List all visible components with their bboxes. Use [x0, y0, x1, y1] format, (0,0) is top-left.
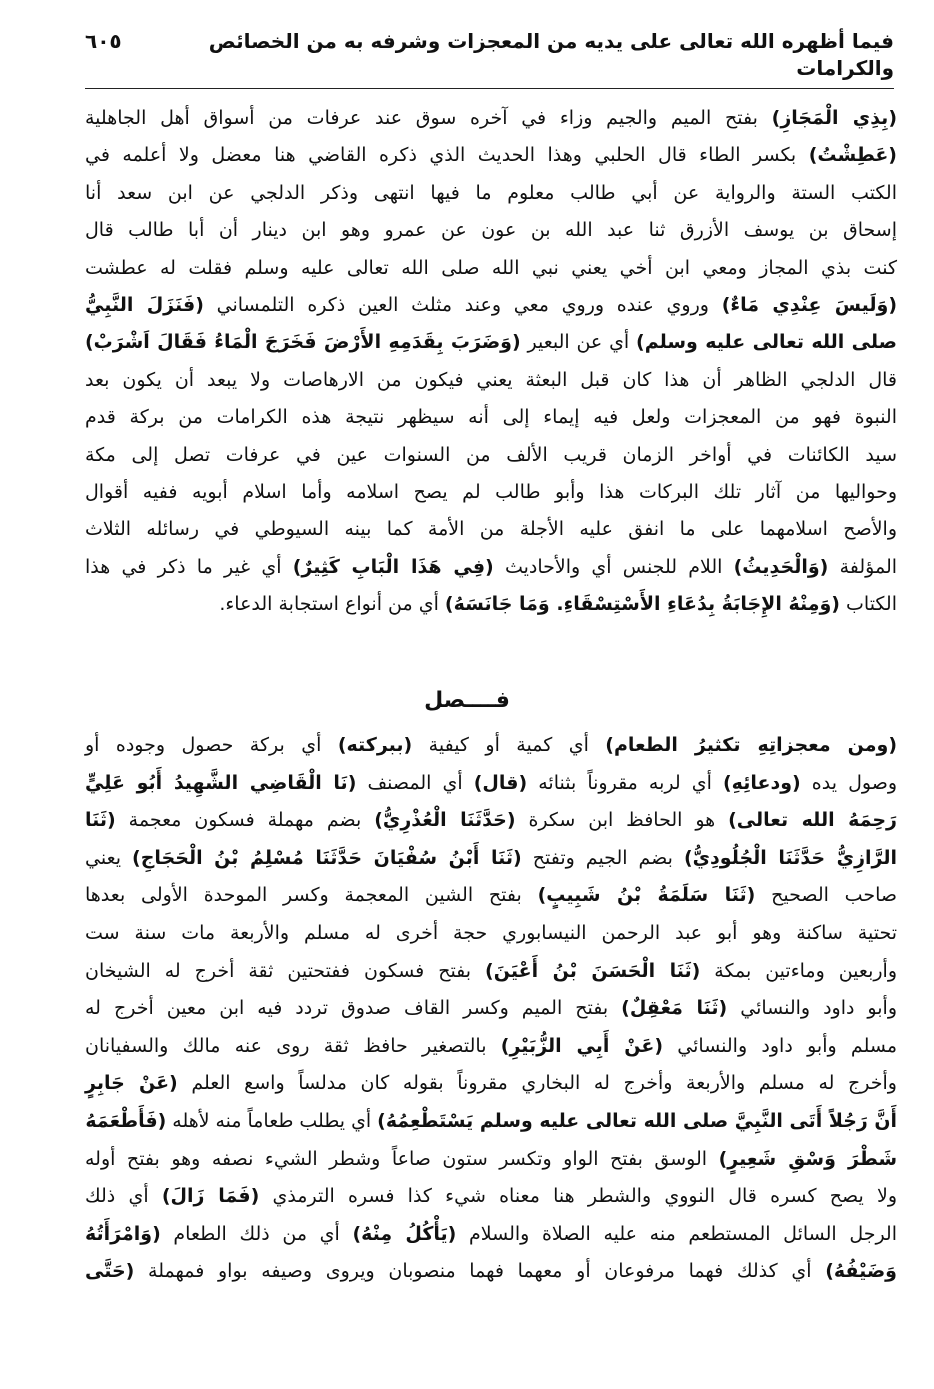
- text-line: [85, 178, 897, 208]
- commentary-text: بفتح فسكون ففتحتين ثقة أخرج له الشيخان: [85, 959, 486, 982]
- matn-text: (ومن معجزاتِهِ تكثيرُ الطعام): [605, 734, 898, 756]
- matn-text: (يَأْكُلُ مِنْهُ): [352, 1222, 457, 1245]
- commentary-text: صاحب الصحيح: [755, 884, 898, 907]
- commentary-text: وأبو داود والنسائي: [727, 997, 897, 1020]
- commentary-text: أي كذلك فهما مرفوعان أو معهما فهما منصوبان ويروى وصيفه بواو فمهملة: [134, 1260, 826, 1283]
- text-line: [85, 1106, 898, 1136]
- matn-text: (وَمِنْهُ الإِجَابَةُ بِدُعَاءِ الأَسْتِسْقَاءِ. وَمَا جَانَسَهُ): [444, 593, 840, 616]
- matn-text: (عَنْ جَابِرٍ: [85, 1072, 178, 1095]
- matn-text: أَنَّ رَجُلاً أَتَى النَّبِيَّ صلى الله تعالى عليه وسلم يَسْتَطْعِمُهُ): [377, 1110, 898, 1132]
- matn-text: (ثَنَا سَلَمَةُ بْنُ شَبِيبٍ): [537, 884, 756, 907]
- matn-text: (فَأَطْعَمَهُ: [85, 1110, 167, 1132]
- matn-text: (ثَنَا أَبْنُ سُفْيَانَ حَدَّثَنَا مُسْلِمُ بْنُ الْحَجَاجِ): [132, 846, 522, 869]
- commentary-text: بفتح الميم وكسر القاف صدوق تردد فيه ابن معين أخرج له: [85, 997, 622, 1020]
- commentary-text: وأخرج له مسلم والأربعة وأخرج له البخاري مقروناً بقوله كان مدلساً واسع العلم: [177, 1072, 897, 1095]
- commentary-text: يعني: [85, 846, 133, 869]
- matn-text: (وَلَيسَ عِنْدِي مَاءٌ): [721, 294, 898, 316]
- text-line: [85, 440, 897, 470]
- text-line: [85, 843, 897, 873]
- commentary-text: الرجل السائل المستطعم منه عليه الصلاة والسلام: [456, 1222, 898, 1245]
- commentary-text: أي يطلب طعاماً منه لأهله: [166, 1110, 378, 1132]
- text-line: [85, 514, 897, 544]
- commentary-text: قال الدلجي الظاهر أن هذا كان قبل البعثة يعني فيكون من الارهاصات ولا يبعد أن يكون بعد: [85, 368, 897, 391]
- commentary-text: الوسق بفتح الواو وتكسر ستون صاعاً وشطر الشيء نصفه وهو بفتح أوله: [85, 1147, 719, 1170]
- commentary-text: أي بركة حصول وجوده أو: [85, 734, 338, 756]
- matn-text: (ثَنَا الْحَسَنَ بْنُ أَعْيَنَ): [485, 959, 701, 982]
- matn-text: رَحِمَهُ الله تعالى): [728, 809, 897, 832]
- text-line: [85, 290, 897, 320]
- commentary-text: بالتصغير حافظ ثقة روى عنه مالك والسفيانان: [85, 1034, 501, 1057]
- commentary-text: وروي عنده وروي معي وعند مثلث العين ذكره التلمساني: [203, 294, 722, 316]
- running-title: فيما أظهره الله تعالى على يديه من المعجزات وشرفه به من الخصائص والكرامات: [208, 29, 894, 80]
- commentary-text: أي من ذلك الطعام: [160, 1222, 353, 1245]
- text-line: [85, 1144, 897, 1174]
- text-line: [85, 1256, 897, 1286]
- text-line: [85, 552, 897, 582]
- commentary-text: الكتاب: [839, 593, 897, 616]
- matn-text: (ثَنَا: [85, 809, 116, 832]
- text-line: [85, 477, 897, 507]
- running-header: [85, 28, 894, 82]
- commentary-text: أي كمية أو كيفية: [412, 734, 606, 756]
- commentary-text: أي ذلك: [85, 1185, 162, 1208]
- matn-text: صلى الله تعالى عليه وسلم): [636, 331, 898, 354]
- matn-text: (ثَنَا مَعْقِلٌ): [621, 997, 728, 1020]
- text-line: [85, 215, 897, 245]
- matn-text: (حَتَّى: [85, 1260, 135, 1283]
- text-line: [85, 880, 897, 910]
- text-line: [85, 402, 897, 432]
- commentary-text: إسحاق بن يوسف الأزرق ثنا عبد الله بن عون عن عمرو وهو ابن دينار أن أبا طالب قال: [85, 219, 897, 242]
- matn-text: الرَّازِيُّ حَدَّثَنَا الْجُلُودِيُّ): [683, 846, 897, 869]
- text-line: [85, 1219, 897, 1249]
- commentary-text: تحتية ساكنة وهو أبو عبد الرحمن النيسابوري حجة أخرى له مسلم والأربعة مات سنة ست: [85, 922, 897, 944]
- matn-text: (قال): [473, 771, 528, 794]
- text-line: [85, 365, 897, 395]
- commentary-text: أي لربه مقروناً بثنائه: [527, 771, 723, 794]
- commentary-text: مسلم وأبو داود والنسائي: [663, 1034, 897, 1057]
- text-line: [85, 993, 897, 1023]
- matn-text: وَضَيْفُهُ): [825, 1260, 897, 1283]
- matn-text: (حَدَّثَنَا الْعُذْرِيُّ): [374, 809, 516, 832]
- commentary-text: ولا يصح كسره قال النووي والشطر هنا معناه شيء كذا فسره الترمذي: [259, 1185, 897, 1208]
- commentary-text: بفتح الميم والجيم وزاء في آخره سوق عند عرفات من أسواق أهل الجاهلية: [85, 107, 772, 129]
- text-line: [85, 103, 897, 133]
- matn-text: (فِي هَذَا الْبَابِ كَثِيرٌ): [292, 555, 494, 578]
- text-line: [85, 589, 897, 619]
- matn-text: (نَا الْقَاضِي الشَّهِيدُ أَبُو عَلِيٍّ: [85, 771, 357, 794]
- page-number: ٦٠٥: [85, 29, 122, 53]
- commentary-text: الكتب الستة والرواية عن أبي طالب معلوم ما فيها انتهى وذكر الدلجي عن ابن سعد أنا: [85, 181, 897, 204]
- commentary-text: وحواليها من آثار تلك البركات هذا وأبو طالب لم يصح اسلامه وأما اسلام أبويه ففيه أقوال: [85, 481, 897, 503]
- matn-text: (فَنَزَلَ النَّبِيُّ: [85, 294, 204, 316]
- commentary-text: وأربعين وماءتين بمكة: [700, 959, 897, 982]
- text-line: [85, 918, 897, 948]
- commentary-text: هو الحافظ ابن سكرة: [515, 809, 729, 832]
- header-rule: [85, 88, 894, 89]
- commentary-text: أي غير ما ذكر في هذا: [85, 555, 293, 578]
- commentary-text: المؤلفة: [828, 555, 898, 578]
- text-line: [85, 805, 897, 835]
- text-line: [85, 730, 897, 760]
- commentary-text: أي عن البعير: [520, 331, 637, 354]
- commentary-text: أي من أنواع استجابة الدعاء.: [219, 593, 445, 616]
- commentary-text: بفتح الشين المعجمة وكسر الموحدة الأولى بعدها: [85, 884, 538, 907]
- matn-text: (وَالْحَدِيثُ): [733, 555, 829, 578]
- matn-text: (وَضَرَبَ بِقَدَمِهِ الأَرْضَ فَخَرَجَ الْمَاءُ فَقَالَ اَشْرَبْ): [85, 331, 521, 354]
- matn-text: (ودعائِهِ): [723, 771, 801, 794]
- text-line: [85, 140, 897, 170]
- text-line: [85, 327, 897, 357]
- text-line: [85, 956, 897, 986]
- commentary-text: أي المصنف: [356, 771, 474, 794]
- matn-text: (وَامْرَأَتُهُ: [85, 1222, 161, 1245]
- commentary-text: بكسر الطاء قال الحلبي وهذا الحديث الذي ذكره القاضي هنا معضل ولا أعلمه في: [85, 144, 809, 167]
- commentary-text: كنت بذي المجاز ومعي ابن أخي يعني نبي الله صلى الله تعالى عليه وسلم فقلت له عطشت: [85, 256, 897, 279]
- commentary-text: والأصح اسلامهما على ما انفق عليه الأجلة من الأمة كما بينه السيوطي في رسائله الثلاث: [85, 518, 897, 541]
- text-line: [85, 768, 897, 798]
- matn-text: (عَنْ أَبِي الزُّبَيْرِ): [500, 1034, 664, 1057]
- commentary-text: سيد الكائنات في أواخر الزمان قريب الألف من السنوات عين في عرفات تصل إلى مكة: [85, 443, 897, 466]
- section-heading: فــــصل: [424, 688, 510, 713]
- text-line: [85, 1031, 897, 1061]
- matn-text: شَطْرَ وَسْقِ شَعِيرٍ): [718, 1147, 898, 1170]
- text-line: [85, 1181, 897, 1211]
- matn-text: (بِذِي الْمَجَازِ): [771, 107, 897, 129]
- commentary-text: النبوة فهو من المعجزات ولعل فيه إيماء إلى أنه سيظهر نتيجة هذه الكرامات من بركة قدم: [85, 406, 897, 429]
- matn-text: (ببركته): [337, 734, 413, 756]
- commentary-text: وصول يده: [800, 771, 898, 794]
- matn-text: (فَمَا زَالَ): [161, 1185, 260, 1208]
- commentary-text: بضم مهملة فسكون معجمة: [115, 809, 375, 832]
- commentary-text: بضم الجيم وتفتح: [521, 846, 684, 869]
- text-line: [85, 253, 897, 283]
- matn-text: (عَطِشْتُ): [808, 144, 897, 167]
- text-line: [85, 1068, 897, 1098]
- commentary-text: اللام للجنس أي والأحاديث: [493, 555, 734, 578]
